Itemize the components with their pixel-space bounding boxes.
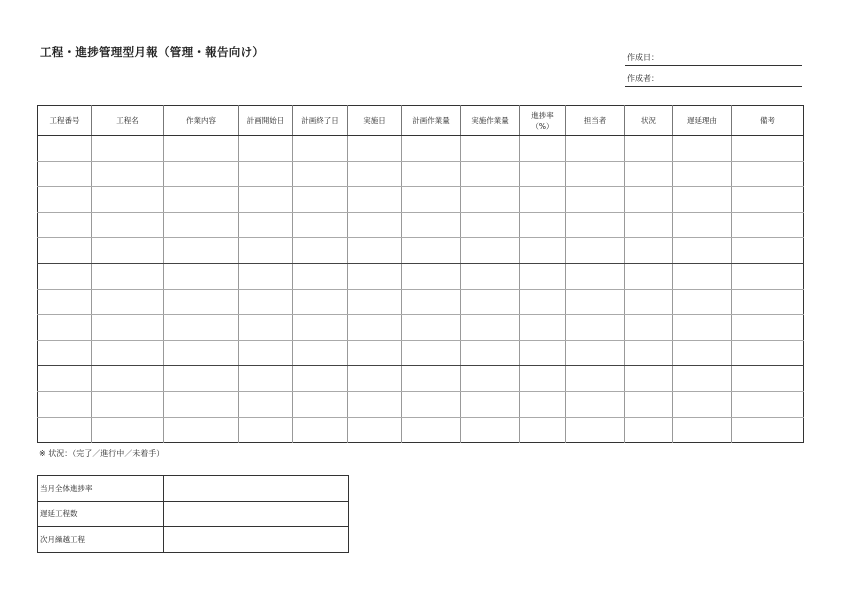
col-header-process-no: 工程番号 [38, 106, 92, 136]
table-cell[interactable] [92, 238, 164, 264]
table-cell[interactable] [92, 340, 164, 366]
table-row [38, 417, 804, 443]
table-cell[interactable] [520, 289, 566, 315]
summary-row [38, 527, 349, 553]
table-cell[interactable] [461, 263, 520, 289]
table-cell[interactable] [293, 187, 348, 213]
table-cell[interactable] [461, 391, 520, 417]
table-cell[interactable] [566, 212, 625, 238]
table-cell[interactable] [461, 315, 520, 341]
table-cell[interactable] [164, 289, 239, 315]
table-row [38, 391, 804, 417]
table-cell[interactable] [239, 238, 293, 264]
table-cell[interactable] [293, 366, 348, 392]
table-cell[interactable] [38, 315, 92, 341]
table-cell[interactable] [348, 417, 402, 443]
table-cell[interactable] [164, 417, 239, 443]
table-cell[interactable] [402, 263, 461, 289]
table-cell[interactable] [566, 391, 625, 417]
col-header-actual-date: 実施日 [348, 106, 402, 136]
table-cell[interactable] [732, 417, 804, 443]
page-title: 工程・進捗管理型月報（管理・報告向け） [40, 45, 265, 59]
table-cell[interactable] [625, 263, 673, 289]
table-row [38, 212, 804, 238]
table-cell[interactable] [732, 366, 804, 392]
table-cell[interactable] [92, 212, 164, 238]
table-cell[interactable] [293, 212, 348, 238]
table-cell[interactable] [38, 289, 92, 315]
table-cell[interactable] [348, 187, 402, 213]
table-cell[interactable] [566, 417, 625, 443]
table-cell[interactable] [164, 263, 239, 289]
table-cell[interactable] [348, 366, 402, 392]
col-header-delay-reason: 遅延理由 [673, 106, 732, 136]
table-cell[interactable] [402, 315, 461, 341]
table-cell[interactable] [38, 136, 92, 162]
table-cell[interactable] [239, 417, 293, 443]
table-cell[interactable] [92, 263, 164, 289]
table-cell[interactable] [625, 212, 673, 238]
table-cell[interactable] [38, 340, 92, 366]
table-cell[interactable] [461, 417, 520, 443]
table-cell[interactable] [625, 289, 673, 315]
table-cell[interactable] [402, 238, 461, 264]
table-cell[interactable] [673, 263, 732, 289]
table-cell[interactable] [461, 187, 520, 213]
col-header-planned-end: 計画終了日 [293, 106, 348, 136]
table-row [38, 161, 804, 187]
table-cell[interactable] [566, 161, 625, 187]
table-cell[interactable] [38, 238, 92, 264]
col-header-process-name: 工程名 [92, 106, 164, 136]
table-cell[interactable] [164, 391, 239, 417]
summary-label: 当月全体進捗率 [38, 476, 164, 502]
col-header-progress-rate: 進捗率 （%） [520, 106, 566, 136]
col-header-person-in-charge: 担当者 [566, 106, 625, 136]
table-cell[interactable] [461, 136, 520, 162]
table-cell[interactable] [348, 238, 402, 264]
table-cell[interactable] [164, 366, 239, 392]
table-cell[interactable] [293, 417, 348, 443]
table-cell[interactable] [461, 289, 520, 315]
created-date-label: 作成日： [627, 53, 659, 62]
table-cell[interactable] [293, 289, 348, 315]
table-cell[interactable] [38, 391, 92, 417]
table-cell[interactable] [164, 136, 239, 162]
table-row [38, 187, 804, 213]
col-header-planned-start: 計画開始日 [239, 106, 293, 136]
table-cell[interactable] [348, 136, 402, 162]
table-cell[interactable] [38, 187, 92, 213]
table-cell[interactable] [673, 315, 732, 341]
table-cell[interactable] [239, 289, 293, 315]
table-cell[interactable] [92, 187, 164, 213]
table-cell[interactable] [625, 136, 673, 162]
table-cell[interactable] [625, 391, 673, 417]
table-cell[interactable] [38, 417, 92, 443]
table-cell[interactable] [239, 263, 293, 289]
summary-row [38, 501, 349, 527]
table-cell[interactable] [348, 212, 402, 238]
table-cell[interactable] [732, 315, 804, 341]
table-cell[interactable] [348, 340, 402, 366]
table-cell[interactable] [566, 263, 625, 289]
table-cell[interactable] [402, 289, 461, 315]
table-cell[interactable] [625, 315, 673, 341]
summary-table [37, 475, 349, 553]
table-cell[interactable] [566, 289, 625, 315]
col-header-remarks: 備考 [732, 106, 804, 136]
table-row [38, 238, 804, 264]
table-cell[interactable] [38, 161, 92, 187]
table-cell[interactable] [293, 391, 348, 417]
summary-value-cell[interactable] [164, 501, 349, 527]
col-header-actual-workload: 実施作業量 [461, 106, 520, 136]
table-cell[interactable] [293, 161, 348, 187]
table-cell[interactable] [673, 340, 732, 366]
table-cell[interactable] [239, 212, 293, 238]
author-label: 作成者： [627, 74, 659, 83]
author-field[interactable] [625, 73, 802, 87]
table-cell[interactable] [625, 238, 673, 264]
table-row [38, 340, 804, 366]
table-cell[interactable] [520, 212, 566, 238]
table-header-row [38, 106, 804, 136]
table-cell[interactable] [402, 212, 461, 238]
table-cell[interactable] [732, 161, 804, 187]
table-cell[interactable] [164, 161, 239, 187]
table-cell[interactable] [402, 417, 461, 443]
table-cell[interactable] [293, 263, 348, 289]
table-cell[interactable] [164, 315, 239, 341]
table-cell[interactable] [673, 187, 732, 213]
table-cell[interactable] [293, 340, 348, 366]
table-cell[interactable] [520, 238, 566, 264]
table-cell[interactable] [732, 187, 804, 213]
table-cell[interactable] [239, 366, 293, 392]
table-cell[interactable] [461, 340, 520, 366]
table-cell[interactable] [239, 315, 293, 341]
table-cell[interactable] [164, 238, 239, 264]
summary-value-cell[interactable] [164, 476, 349, 502]
table-cell[interactable] [520, 391, 566, 417]
table-row [38, 263, 804, 289]
table-cell[interactable] [732, 136, 804, 162]
table-cell[interactable] [673, 366, 732, 392]
table-cell[interactable] [673, 391, 732, 417]
table-cell[interactable] [92, 289, 164, 315]
progress-table [37, 105, 804, 443]
table-cell[interactable] [566, 136, 625, 162]
table-cell[interactable] [239, 161, 293, 187]
table-cell[interactable] [732, 238, 804, 264]
table-cell[interactable] [520, 417, 566, 443]
table-cell[interactable] [293, 238, 348, 264]
table-cell[interactable] [520, 340, 566, 366]
table-cell[interactable] [566, 238, 625, 264]
summary-label: 次月繰越工程 [38, 527, 164, 553]
table-cell[interactable] [732, 289, 804, 315]
table-cell[interactable] [38, 366, 92, 392]
summary-label: 遅延工程数 [38, 501, 164, 527]
table-cell[interactable] [520, 366, 566, 392]
table-cell[interactable] [348, 289, 402, 315]
table-cell[interactable] [461, 366, 520, 392]
table-cell[interactable] [520, 315, 566, 341]
table-cell[interactable] [92, 366, 164, 392]
status-note: ※ 状況：（完了／進行中／未着手） [39, 449, 165, 458]
table-cell[interactable] [673, 136, 732, 162]
col-header-work-content: 作業内容 [164, 106, 239, 136]
table-cell[interactable] [520, 161, 566, 187]
table-cell[interactable] [92, 315, 164, 341]
table-cell[interactable] [239, 391, 293, 417]
table-cell[interactable] [520, 136, 566, 162]
table-cell[interactable] [348, 391, 402, 417]
table-cell[interactable] [673, 417, 732, 443]
table-cell[interactable] [461, 238, 520, 264]
table-cell[interactable] [673, 238, 732, 264]
summary-value-cell[interactable] [164, 527, 349, 553]
table-cell[interactable] [566, 187, 625, 213]
table-cell[interactable] [625, 340, 673, 366]
table-cell[interactable] [38, 263, 92, 289]
table-cell[interactable] [92, 161, 164, 187]
table-cell[interactable] [348, 315, 402, 341]
table-cell[interactable] [92, 391, 164, 417]
table-cell[interactable] [625, 417, 673, 443]
table-cell[interactable] [92, 136, 164, 162]
table-cell[interactable] [673, 289, 732, 315]
table-cell[interactable] [348, 161, 402, 187]
table-cell[interactable] [732, 340, 804, 366]
created-date-field[interactable] [625, 52, 802, 66]
table-cell[interactable] [293, 315, 348, 341]
table-cell[interactable] [625, 161, 673, 187]
table-cell[interactable] [566, 340, 625, 366]
table-row [38, 136, 804, 162]
table-cell[interactable] [402, 366, 461, 392]
table-cell[interactable] [239, 340, 293, 366]
table-cell[interactable] [293, 136, 348, 162]
table-cell[interactable] [520, 263, 566, 289]
table-cell[interactable] [566, 366, 625, 392]
table-cell[interactable] [732, 263, 804, 289]
summary-row [38, 476, 349, 502]
table-cell[interactable] [461, 161, 520, 187]
table-cell[interactable] [673, 212, 732, 238]
table-row [38, 366, 804, 392]
table-cell[interactable] [673, 161, 732, 187]
table-cell[interactable] [348, 263, 402, 289]
table-cell[interactable] [402, 340, 461, 366]
table-cell[interactable] [625, 187, 673, 213]
table-cell[interactable] [566, 315, 625, 341]
table-cell[interactable] [239, 187, 293, 213]
table-row [38, 315, 804, 341]
table-cell[interactable] [402, 391, 461, 417]
table-cell[interactable] [732, 391, 804, 417]
table-cell[interactable] [38, 212, 92, 238]
table-cell[interactable] [164, 340, 239, 366]
table-cell[interactable] [402, 136, 461, 162]
table-cell[interactable] [520, 187, 566, 213]
col-header-status: 状況 [625, 106, 673, 136]
table-cell[interactable] [402, 187, 461, 213]
table-cell[interactable] [625, 366, 673, 392]
table-row [38, 289, 804, 315]
table-cell[interactable] [239, 136, 293, 162]
table-cell[interactable] [164, 212, 239, 238]
table-cell[interactable] [461, 212, 520, 238]
col-header-planned-workload: 計画作業量 [402, 106, 461, 136]
table-cell[interactable] [92, 417, 164, 443]
table-cell[interactable] [402, 161, 461, 187]
table-cell[interactable] [732, 212, 804, 238]
table-cell[interactable] [164, 187, 239, 213]
